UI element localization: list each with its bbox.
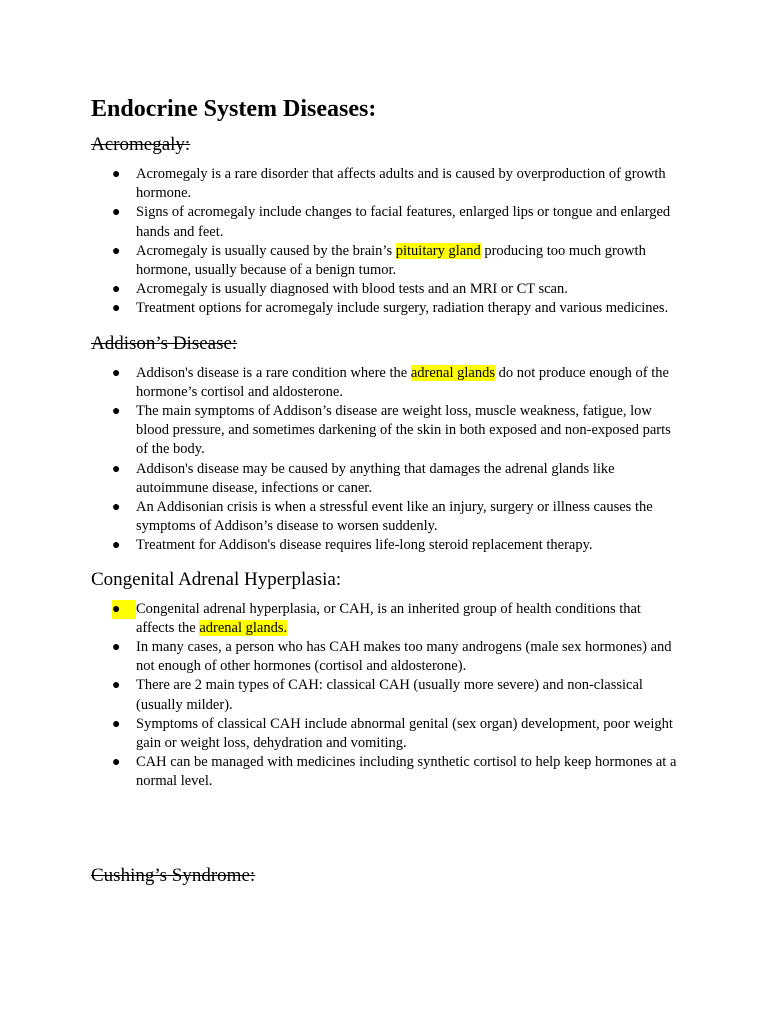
list-item (91, 364, 681, 402)
section-heading-acromegaly: Acromegaly: (91, 134, 191, 155)
document-title: Endocrine System Diseases: (91, 96, 377, 122)
bullet-list-addisons (91, 364, 681, 556)
highlighted-term: pituitary gland (395, 242, 481, 259)
list-item (91, 753, 681, 791)
bullet-icon: ● (112, 716, 121, 732)
bullet-icon: ● (112, 461, 121, 477)
bullet-icon: ● (112, 301, 121, 317)
bullet-icon: ● (112, 205, 121, 221)
section-cushings (91, 864, 681, 888)
list-item-text: CAH can be managed with medicines including synthetic cortisol to help keep hormones at a normal level. (136, 754, 677, 790)
list-item-text: In many cases, a person who has CAH makes too many androgens (male sex hormones) and not enough of other hormones (cortisol and aldosterone). (136, 639, 672, 675)
list-item-text: An Addisonian crisis is when a stressful event like an injury, surgery or illness causes the symptoms of Addison’s disease to worsen suddenly. (136, 499, 653, 535)
section-addisons (91, 332, 681, 556)
bullet-icon: ● (112, 600, 136, 619)
list-item (91, 600, 681, 638)
bullet-icon: ● (112, 538, 121, 554)
bullet-list-cah (91, 600, 681, 792)
section-heading-cushings: Cushing’s Syndrome: (91, 864, 256, 886)
bullet-icon: ● (112, 640, 121, 656)
list-item (91, 498, 681, 536)
bullet-icon: ● (112, 282, 121, 298)
bullet-list-acromegaly (91, 165, 681, 319)
list-item (91, 280, 681, 299)
highlighted-term: adrenal glands. (199, 619, 288, 636)
list-item (91, 638, 681, 676)
list-item-text: Addison's disease may be caused by anything that damages the adrenal glands like autoimmune disease, infections or caner. (136, 460, 615, 496)
list-item-text-start: Addison's disease is a rare condition where the (136, 364, 411, 381)
bullet-icon: ● (112, 243, 121, 259)
list-item (91, 299, 681, 318)
list-item-text: Symptoms of classical CAH include abnormal genital (sex organ) development, poor weight gain or weight loss, dehydration and vomiting. (136, 715, 673, 752)
list-item-text-end: do not produce enough of the hormone’s cortisol and aldosterone. (136, 364, 669, 400)
list-item-text: Acromegaly is a rare disorder that affects adults and is caused by overproduction of growth hormone. (136, 166, 666, 202)
section-heading-addisons: Addison’s Disease: (91, 332, 238, 354)
list-item (91, 715, 681, 753)
bullet-icon: ● (112, 404, 121, 420)
list-item-text-end: producing too much growth hormone, usually because of a benign tumor. (136, 242, 646, 279)
list-item-text: Signs of acromegaly include changes to facial features, enlarged lips or tongue and enlarged hands and feet. (136, 204, 671, 240)
list-item-text: Treatment options for acromegaly include surgery, radiation therapy and various medicines. (136, 300, 669, 317)
list-item (91, 536, 681, 555)
list-item-text: The main symptoms of Addison’s disease are weight loss, muscle weakness, fatigue, low blood pressure, and sometimes darkening of the skin in both exposed and non-exposed parts of the body. (136, 403, 671, 458)
list-item (91, 460, 681, 498)
bullet-icon: ● (112, 755, 121, 771)
list-item (91, 402, 681, 460)
list-item-text-start: Congenital adrenal hyperplasia, or CAH, is an inherited group of health conditions that affects the (136, 600, 641, 636)
bullet-icon: ● (112, 167, 121, 182)
list-item (91, 676, 681, 714)
document-page (91, 94, 681, 888)
list-item-text: Treatment for Addison's disease requires life-long steroid replacement therapy. (136, 537, 593, 554)
bullet-icon: ● (112, 678, 121, 694)
list-item (91, 203, 681, 241)
section-acromegaly (91, 133, 681, 319)
list-item (91, 242, 681, 280)
section-cah (91, 568, 681, 792)
list-item-text-start: Acromegaly is usually caused by the brain’s (136, 242, 396, 259)
list-item (91, 165, 681, 203)
list-item-text: There are 2 main types of CAH: classical CAH (usually more severe) and non-classical (usually milder). (136, 677, 643, 713)
bullet-icon: ● (112, 500, 121, 516)
bullet-icon: ● (112, 365, 121, 381)
section-heading-cah: Congenital Adrenal Hyperplasia: (91, 568, 342, 590)
highlighted-term: adrenal glands (410, 364, 495, 381)
list-item-text: Acromegaly is usually diagnosed with blood tests and an MRI or CT scan. (136, 281, 568, 298)
